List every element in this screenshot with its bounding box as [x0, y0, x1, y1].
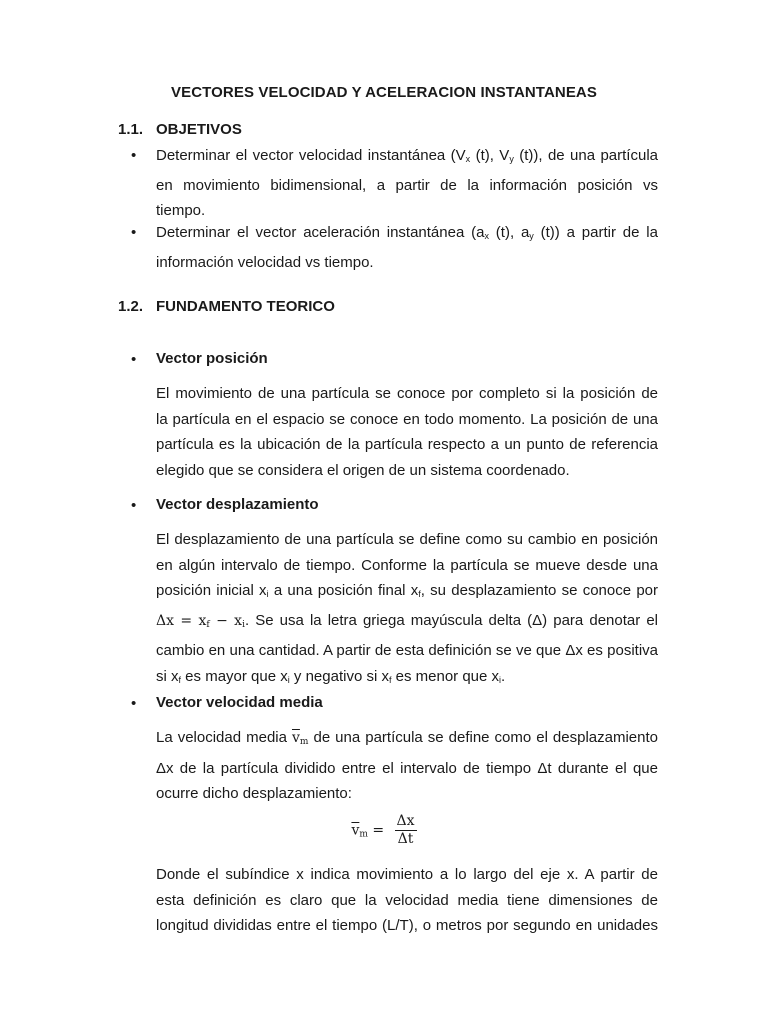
bullet-icon: •	[131, 147, 137, 164]
paragraph-velocidad-media-2: Donde el subíndice x indica movimiento a lo largo del eje x. A partir de esta definición es claro que la velocidad media tiene dimensiones de longitud divididas entre el tiempo (L/T), o metros por segundo en unidades	[156, 866, 658, 934]
bullet-icon: •	[131, 351, 137, 368]
document-title: VECTORES VELOCIDAD Y ACELERACION INSTANTANEAS	[171, 84, 597, 101]
section-number: 1.1.	[118, 121, 144, 138]
section-title: OBJETIVOS	[156, 121, 242, 138]
subheading-vector-velocidad-media: Vector velocidad media	[156, 694, 323, 711]
objective-1-line-2: en movimiento bidimensional, a partir de la información posición vs	[156, 176, 658, 194]
bullet-icon: •	[131, 224, 137, 241]
objective-2-line-1: Determinar el vector aceleración instantánea ($a_x$ (t), $a_y$ (t)) a partir de la	[156, 224, 658, 241]
average-velocity-equation: $\overline{v}_m$ = $\frac{\Delta x}{\Delta t}$	[351, 813, 415, 847]
section-title: FUNDAMENTO TEORICO	[156, 298, 335, 315]
paragraph-posicion: El movimiento de una partícula se conoce por completo si la posición de la partícula en el espacio se conoce en todo momento. La posición de una partícula es la ubicación de la partícula respecto a un punto de referencia elegido que se considera el origen de un sistema coordenado.	[156, 385, 658, 479]
objective-2	[156, 220, 658, 275]
bullet-icon: •	[131, 497, 137, 514]
objective-2-line-2: información velocidad vs tiempo.	[156, 253, 374, 271]
objective-1	[156, 143, 658, 224]
bullet-icon: •	[131, 695, 137, 712]
subheading-vector-desplazamiento: Vector desplazamiento	[156, 496, 319, 513]
objective-1-line-1: Determinar el vector velocidad instantánea ($V_x$ (t), $V_y$ (t)), de una partícula	[156, 147, 658, 164]
section-number: 1.2.	[118, 298, 144, 315]
section-heading-objetivos	[118, 121, 242, 138]
objective-1-line-3: tiempo.	[156, 202, 206, 219]
paragraph-desplazamiento: El desplazamiento de una partícula se define como su cambio en posición en algún intervalo de tiempo. Conforme la partícula se mueve desde una posición inicial $x_i$ a una posición final $x_f$, su desplazamiento se conoce por $\Delta x = x_f - x_i$. Se usa la letra griega mayúscula delta (Δ) para denotar el cambio en una cantidad. A partir de esta definición se ve que Δx es positiva si $x_f$ es mayor que $x_i$ y negativo si $x_f$ es menor que $x_i$.	[156, 531, 658, 685]
fraction: $\frac{\Delta x}{\Delta t}$	[396, 813, 415, 847]
section-heading-fundamento	[118, 298, 335, 315]
paragraph-velocidad-media: La velocidad media $\overline{v}_m$ de una partícula se define como el desplazamiento Δx de la partícula dividido entre el intervalo de tiempo Δt durante el que ocurre dicho desplazamiento:	[156, 729, 658, 802]
subheading-vector-posicion: Vector posición	[156, 350, 268, 367]
displacement-formula: $\Delta x = x_f - x_i$	[156, 612, 245, 630]
